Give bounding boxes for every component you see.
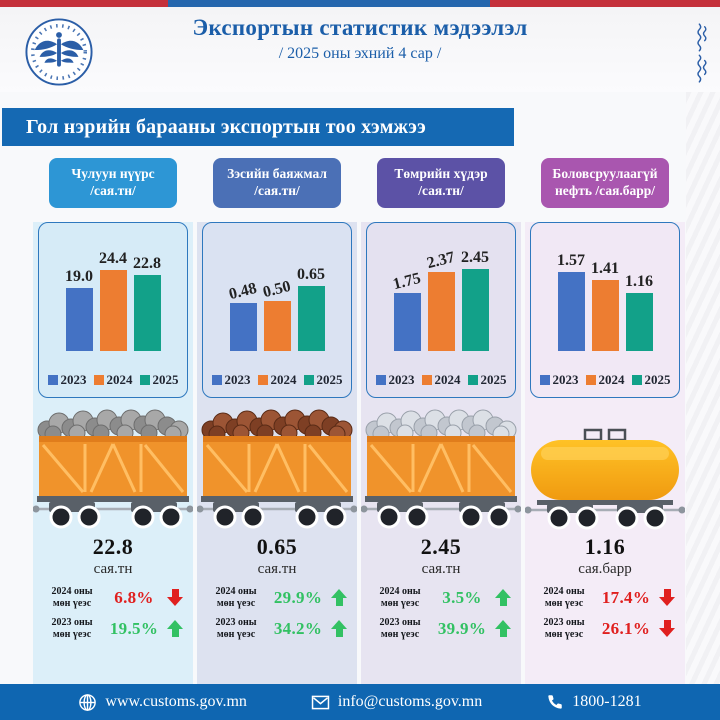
commodity-strip (361, 222, 521, 686)
total-value: 2.45 (420, 534, 462, 559)
commodity-strip (33, 222, 193, 686)
legend-swatch (586, 375, 596, 385)
commodity-header (541, 158, 669, 208)
legend-item-2023: 2023 (48, 372, 87, 388)
comparisons (361, 586, 521, 641)
iron-ore-wagon-illustration (361, 404, 521, 530)
commodity-column (197, 158, 357, 672)
legend-swatch (304, 375, 314, 385)
comparison-row (525, 617, 685, 641)
commodity-stats (361, 534, 521, 641)
comparison-row (361, 617, 521, 641)
total-unit: сая.тн (421, 561, 461, 577)
commodity-header (49, 158, 177, 208)
legend-item-2023: 2023 (540, 372, 579, 388)
bar-value-label: 0.50 (261, 277, 293, 302)
commodity-header (213, 158, 341, 208)
commodity-name: Боловсруулаагүй (552, 166, 658, 182)
bar-2023 (65, 268, 93, 351)
phone-icon (546, 693, 564, 711)
bar-2023 (391, 269, 423, 351)
bar-chart-card (202, 222, 352, 398)
bar-2024 (591, 260, 619, 351)
comparison-row (33, 617, 193, 641)
footer-email-link[interactable] (311, 693, 482, 711)
legend-swatch (94, 375, 104, 385)
comparison-percent: 29.9% (273, 588, 323, 607)
bar-value-label: 2.37 (425, 248, 457, 273)
legend-item-2024: 2024 (422, 372, 461, 388)
total-value: 1.16 (584, 534, 626, 559)
legend-item-2025: 2025 (632, 372, 671, 388)
bar-chart (531, 239, 679, 351)
bar-2025 (133, 255, 161, 351)
chart-legend (39, 372, 187, 388)
legend-swatch (540, 375, 550, 385)
commodity-column (525, 158, 685, 672)
crude-oil-wagon-illustration (525, 404, 685, 530)
footer-phone-text: 1800-1281 (572, 693, 642, 710)
bar-value-label: 1.57 (557, 252, 585, 269)
bar-2025 (297, 266, 325, 351)
bar-value-label: 19.0 (65, 268, 93, 285)
main-banner: Гол нэрийн барааны экспортын тоо хэмжээ (2, 108, 514, 146)
footer-website-link[interactable] (78, 693, 246, 712)
commodity-stats (525, 534, 685, 641)
bar-value-label: 22.8 (133, 255, 161, 272)
page-footer (0, 684, 720, 720)
top-strip-blue (168, 0, 490, 7)
bar-chart (367, 239, 515, 351)
bar-2025 (461, 249, 489, 351)
arrow-up-icon (331, 589, 347, 607)
comparison-row (197, 617, 357, 641)
arrow-down-icon (659, 589, 675, 607)
bar-2023 (557, 252, 585, 351)
comparison-percent: 19.5% (109, 619, 159, 638)
commodity-column (361, 158, 521, 672)
arrow-up-icon (495, 620, 511, 638)
total-value: 22.8 (92, 534, 134, 559)
comparison-row (197, 586, 357, 610)
header-titles (110, 15, 610, 63)
legend-swatch (212, 375, 222, 385)
legend-swatch (376, 375, 386, 385)
bar-chart (203, 239, 351, 351)
bar-chart-card (366, 222, 516, 398)
comparison-percent: 26.1% (601, 619, 651, 638)
bar-chart-card (38, 222, 188, 398)
legend-swatch (632, 375, 642, 385)
comparison-period-label: 2023 оны мөн үеэс (51, 617, 93, 640)
comparison-period-label: 2023 оны мөн үеэс (379, 617, 421, 640)
comparison-period-label: 2024 оны мөн үеэс (215, 586, 257, 609)
footer-website-text: www.customs.gov.mn (105, 693, 247, 710)
coal-wagon-illustration (33, 404, 193, 530)
arrow-down-icon (659, 620, 675, 638)
total-value: 0.65 (256, 534, 298, 559)
chart-legend (203, 372, 351, 388)
commodity-stats (197, 534, 357, 641)
comparisons (197, 586, 357, 641)
chart-legend (531, 372, 679, 388)
total-unit: сая.барр (578, 561, 632, 577)
bar-value-label: 1.16 (625, 273, 653, 290)
legend-item-2023: 2023 (376, 372, 415, 388)
footer-email-text: info@customs.gov.mn (337, 693, 483, 710)
bar-value-label: 1.41 (591, 260, 619, 277)
bar-value-label: 0.65 (297, 266, 325, 283)
commodity-unit: /сая.тн/ (90, 183, 136, 198)
page-subtitle: / 2025 оны эхний 4 сар / (278, 45, 442, 62)
legend-swatch (468, 375, 478, 385)
arrow-up-icon (495, 589, 511, 607)
globe-icon (78, 693, 97, 712)
comparison-row (525, 586, 685, 610)
background-texture (686, 92, 720, 684)
top-strip-red-left (0, 0, 168, 7)
comparison-period-label: 2024 оны мөн үеэс (51, 586, 93, 609)
comparison-percent: 3.5% (442, 588, 482, 607)
copper-concentrate-wagon-illustration (197, 404, 357, 530)
legend-item-2025: 2025 (140, 372, 179, 388)
comparison-period-label: 2024 оны мөн үеэс (379, 586, 421, 609)
commodity-header (377, 158, 505, 208)
page-header (0, 7, 720, 92)
bar-value-label: 0.48 (227, 279, 259, 304)
commodity-columns (33, 158, 685, 672)
legend-item-2024: 2024 (258, 372, 297, 388)
bar-value-label: 1.75 (391, 269, 423, 294)
top-accent-strip (0, 0, 720, 7)
total-unit: сая.тн (257, 561, 297, 577)
comparison-percent: 34.2% (273, 619, 323, 638)
bar-2024 (99, 250, 127, 351)
legend-item-2024: 2024 (94, 372, 133, 388)
bar-value-label: 24.4 (99, 250, 127, 267)
bar-value-label: 2.45 (461, 249, 489, 266)
commodity-name: Зэсийн баяжмал (227, 166, 327, 182)
page-title: Экспортын статистик мэдээлэл (192, 15, 528, 40)
bar-2024 (425, 248, 457, 351)
bar-2024 (261, 277, 293, 351)
comparison-percent: 6.8% (114, 588, 154, 607)
commodity-strip (525, 222, 685, 686)
commodity-name: Чулуун нүүрс (71, 166, 155, 182)
legend-swatch (140, 375, 150, 385)
commodity-unit: нефть /сая.барр/ (554, 183, 656, 198)
legend-swatch (258, 375, 268, 385)
comparison-percent: 17.4% (601, 588, 651, 607)
legend-item-2024: 2024 (586, 372, 625, 388)
commodity-column (33, 158, 193, 672)
top-strip-red-right (490, 0, 720, 7)
arrow-up-icon (167, 620, 183, 638)
comparison-period-label: 2023 оны мөн үеэс (215, 617, 257, 640)
commodity-strip (197, 222, 357, 686)
legend-item-2023: 2023 (212, 372, 251, 388)
commodity-unit: /сая.тн/ (254, 183, 300, 198)
bar-2023 (227, 279, 259, 351)
total-unit: сая.тн (93, 561, 133, 577)
legend-item-2025: 2025 (304, 372, 343, 388)
comparison-period-label: 2024 оны мөн үеэс (543, 586, 585, 609)
bar-2025 (625, 273, 653, 351)
arrow-up-icon (331, 620, 347, 638)
footer-phone-link[interactable] (546, 693, 641, 711)
comparisons (525, 586, 685, 641)
bar-chart (39, 239, 187, 351)
arrow-down-icon (167, 589, 183, 607)
customs-logo-seal-icon (24, 17, 94, 87)
comparison-period-label: 2023 оны мөн үеэс (543, 617, 585, 640)
commodity-name: Төмрийн хүдэр (394, 166, 488, 182)
commodity-stats (33, 534, 193, 641)
comparison-percent: 39.9% (437, 619, 487, 638)
envelope-icon (311, 695, 330, 710)
chart-legend (367, 372, 515, 388)
mongolian-script-decoration (694, 21, 710, 95)
legend-swatch (422, 375, 432, 385)
comparison-row (33, 586, 193, 610)
commodity-unit: /сая.тн/ (418, 183, 464, 198)
legend-swatch (48, 375, 58, 385)
comparison-row (361, 586, 521, 610)
bar-chart-card (530, 222, 680, 398)
comparisons (33, 586, 193, 641)
legend-item-2025: 2025 (468, 372, 507, 388)
